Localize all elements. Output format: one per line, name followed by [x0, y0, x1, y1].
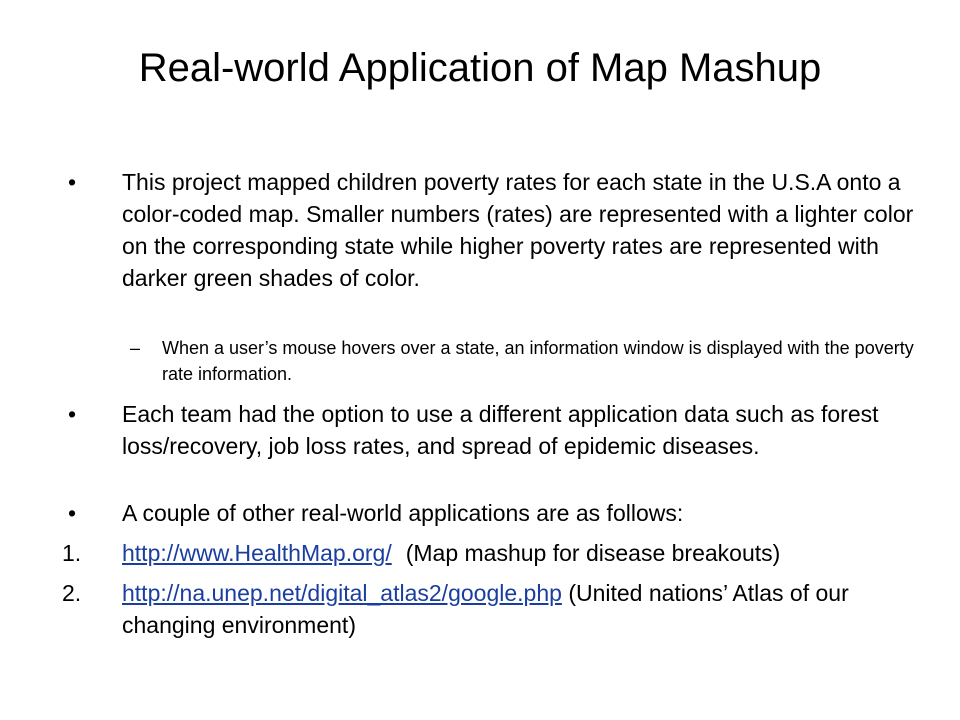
- numbered-item: [122, 537, 922, 569]
- numbered-item: [122, 577, 922, 641]
- bullet-marker: •: [68, 401, 77, 427]
- bullet-marker: •: [68, 169, 77, 195]
- bullet-text: Each team had the option to use a different application data such as forest loss/recovery, job loss rates, and spread of epidemic diseases.: [122, 401, 879, 459]
- bullet-text: A couple of other real-world applications are as follows:: [122, 500, 684, 526]
- bullet-marker: •: [68, 500, 77, 526]
- healthmap-link[interactable]: http://www.HealthMap.org/: [122, 540, 392, 566]
- sub-bullet-marker: –: [130, 338, 141, 358]
- bullet-text: This project mapped children poverty rates for each state in the U.S.A onto a color-coded map. Smaller numbers (rates) are represented with a lighter color on the corresponding state while higher poverty rates are represented with darker green shades of color.: [122, 169, 914, 291]
- sub-bullet-text: When a user’s mouse hovers over a state, an information window is displayed with the poverty rate information.: [162, 338, 914, 384]
- list-number: 1.: [62, 540, 82, 566]
- slide-title: Real-world Application of Map Mashup: [138, 46, 822, 90]
- link-description: (United nations’ Atlas of our changing environment): [122, 580, 849, 638]
- unep-atlas-link[interactable]: http://na.unep.net/digital_atlas2/google.php: [122, 580, 562, 606]
- list-number: 2.: [62, 580, 82, 606]
- link-description: (Map mashup for disease breakouts): [405, 540, 781, 566]
